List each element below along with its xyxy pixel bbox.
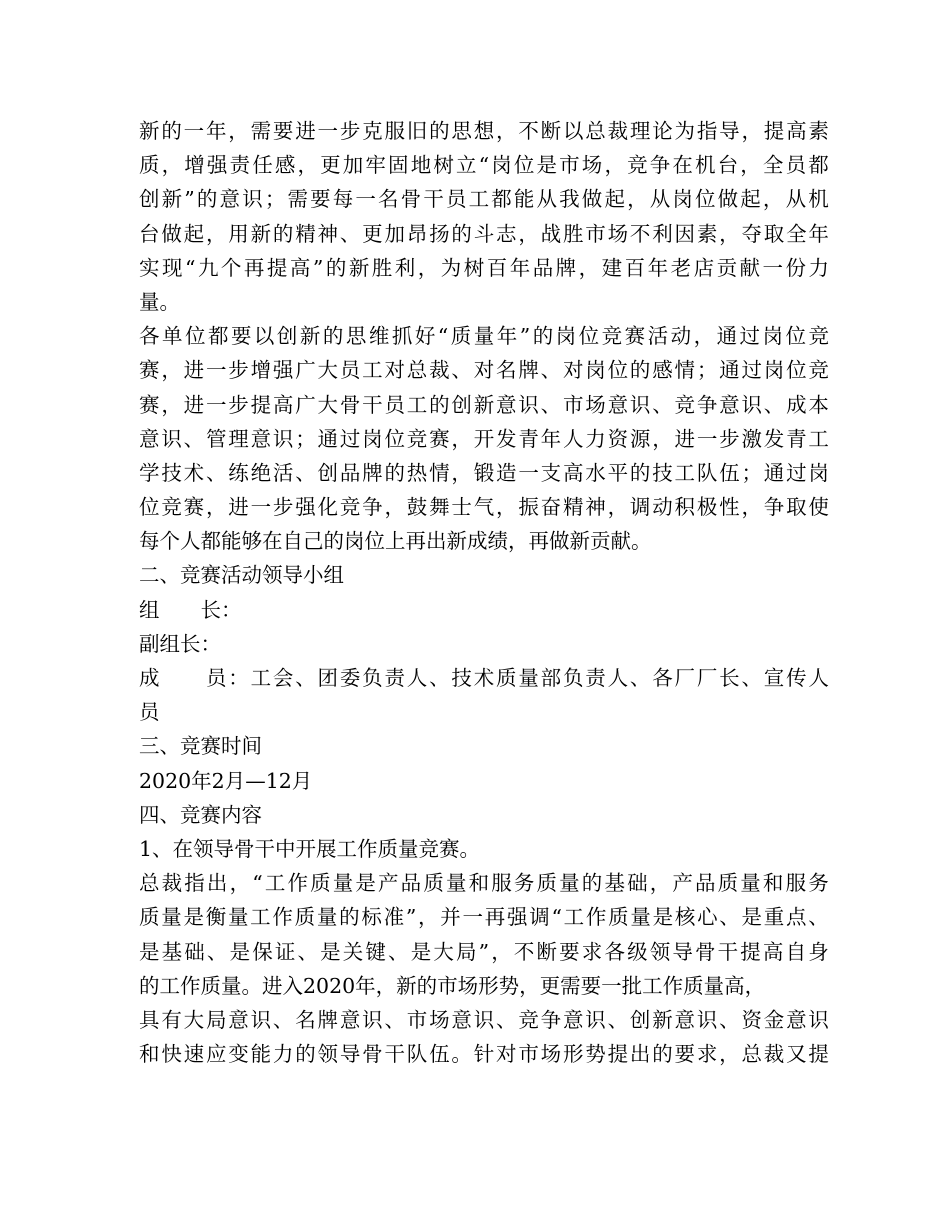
text-line: 实 现 “ 九 个 再 提 高 ” 的 新 胜 利 ， 为 树 百 年 品 牌 ， 建 百 年 老 店 贡 献 一 份 力	[139, 255, 829, 280]
text-line: 创 新 ” 的 意 识 ； 需 要 每 一 名 骨 干 员 工 都 能 从 我 做 起 ， 从 岗 位 做 起 ， 从 机	[139, 187, 829, 212]
text-line: 意 识 、 管 理 意 识 ； 通 过 岗 位 竞 赛 ， 开 发 青 年 人 力 资 源 ， 进 一 步 激 发 青 工	[139, 426, 829, 451]
section-heading: 二、竞赛活动领导小组	[139, 563, 344, 588]
section-heading: 三、竞赛时间	[139, 734, 262, 759]
text-line: 员	[139, 700, 160, 725]
text-line: 质 量 是 衡 量 工 作 质 量 的 标 准 ” ， 并 一 再 强 调 “ 工 作 质 量 是 核 心 、 是 重 点 、	[139, 905, 829, 930]
text-line: 2020年2月—12月	[139, 768, 313, 793]
text-line: 每个人都能够在自己的岗位上再出新成绩，再做新贡献。	[139, 529, 652, 554]
text-line: 的工作质量。进入2020年，新的市场形势，更需要一批工作质量高，	[139, 973, 766, 998]
text-line: 台 做 起 ， 用 新 的 精 神 、 更 加 昂 扬 的 斗 志 ， 战 胜 市 场 不 利 因 素 ， 夺 取 全 年	[139, 221, 829, 246]
section-heading: 四、竞赛内容	[139, 802, 262, 827]
text-line: 具 有 大 局 意 识 、 名 牌 意 识 、 市 场 意 识 、 竞 争 意 识 、 创 新 意 识 、 资 金 意 识	[139, 1007, 829, 1032]
text-line: 1、在领导骨干中开展工作质量竞赛。	[139, 836, 481, 861]
text-line: 学 技 术 、 练 绝 活 、 创 品 牌 的 热 情 ， 锻 造 一 支 高 水 平 的 技 工 队 伍 ； 通 过 岗	[139, 460, 829, 485]
text-line: 位 竞 赛 ， 进 一 步 强 化 竞 争 ， 鼓 舞 士 气 ， 振 奋 精 神 ， 调 动 积 极 性 ， 争 取 使	[139, 495, 829, 520]
text-line: 总 裁 指 出 ， “ 工 作 质 量 是 产 品 质 量 和 服 务 质 量 的 基 础 ， 产 品 质 量 和 服 务	[139, 871, 829, 896]
text-line: 各 单 位 都 要 以 创 新 的 思 维 抓 好 “ 质 量 年 ” 的 岗 位 竞 赛 活 动 ， 通 过 岗 位 竞	[139, 324, 829, 349]
text-line: 副组长：	[139, 631, 221, 656]
text-line: 是 基 础 、 是 保 证 、 是 关 键 、 是 大 局 ” ， 不 断 要 求 各 级 领 导 骨 干 提 高 自 身	[139, 939, 829, 964]
text-line: 组 长：	[139, 597, 242, 622]
document-body	[139, 114, 829, 1071]
text-line: 和 快 速 应 变 能 力 的 领 导 骨 干 队 伍 。 针 对 市 场 形 势 提 出 的 要 求 ， 总 裁 又 提	[139, 1042, 829, 1067]
text-line: 新 的 一 年 ， 需 要 进 一 步 克 服 旧 的 思 想 ， 不 断 以 总 裁 理 论 为 指 导 ， 提 高 素	[139, 119, 829, 143]
text-line: 量。	[139, 289, 180, 314]
text-line: 质 ， 增 强 责 任 感 ， 更 加 牢 固 地 树 立 “ 岗 位 是 市 场 ， 竞 争 在 机 台 ， 全 员 都	[139, 153, 829, 178]
text-line: 赛 ， 进 一 步 增 强 广 大 员 工 对 总 裁 、 对 名 牌 、 对 岗 位 的 感 情 ； 通 过 岗 位 竞	[139, 358, 829, 383]
text-line: 成 员 ： 工 会 、 团 委 负 责 人 、 技 术 质 量 部 负 责 人 、 各 厂 厂 长 、 宣 传 人	[139, 666, 829, 690]
text-line: 赛 ， 进 一 步 提 高 广 大 骨 干 员 工 的 创 新 意 识 、 市 场 意 识 、 竞 争 意 识 、 成 本	[139, 392, 829, 417]
